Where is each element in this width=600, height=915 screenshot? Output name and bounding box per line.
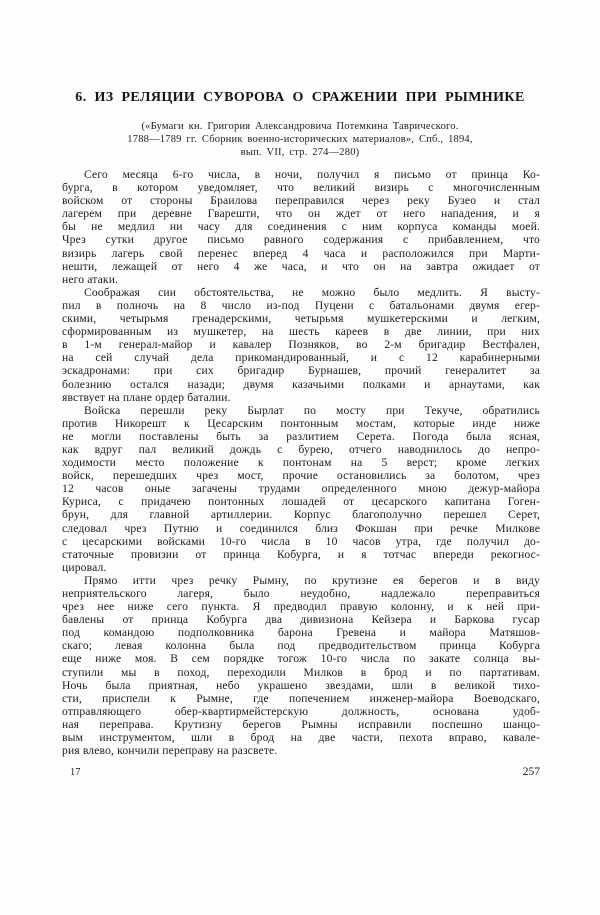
body-text [62, 168, 540, 757]
text-line: Куриса, с придачею понтонных лошадей от цесарского капитана Гоген- [62, 495, 540, 509]
text-line: не могли поставлены быть за разлитием Серета. Погода была ясная, [62, 429, 540, 443]
text-line: в 1-м генерал-майор и кавалер Позняков, во 2-м бригадир Вестфален, [62, 338, 540, 352]
citation-line: 1788—1789 гг. Сборник военно-исторических материалов», Спб., 1894, [127, 134, 473, 145]
paragraph [62, 168, 540, 286]
text-line: лагерем при деревне Гварешти, что он ждет от него нападения, и я [62, 207, 540, 221]
text-line: нешти, лежащей от него 4 же часа, и что он на завтра ожидает от [62, 259, 540, 273]
source-citation [85, 120, 515, 159]
text-line: сформированным из мушкетер, на шесть кареев в две линии, при них [62, 325, 540, 339]
text-line: отправляющего обер-квартирмейстерскую должность, основана удоб- [62, 704, 540, 718]
text-line: Соображая сии обстоятельства, не можно было медлить. Я высту- [84, 285, 540, 299]
citation-line: вып. VII, стр. 274—280) [240, 147, 360, 158]
text-line: Войска перешли реку Бырлат по мосту при Текуче, обратились [84, 403, 540, 417]
signature-number: 17 [70, 767, 81, 779]
text-line: пил в полночь на 8 число из-под Пуцени с батальонами двумя егер- [62, 298, 540, 312]
text-line: брун, для главной артиллерии. Корпус благополучно перешел Серет, [62, 508, 540, 522]
section-title: 6. ИЗ РЕЛЯЦИИ СУВОРОВА О СРАЖЕНИИ ПРИ РЫМНИКЕ [75, 90, 525, 105]
text-line: войском от стороны Браилова переправился через реку Бузео и стал [62, 194, 540, 208]
text-line: визирь лагерь свой перенес вперед 4 часа и расположился при Марти- [62, 246, 540, 260]
text-line: Чрез сутки другое письмо равного содержания с прибавлением, что [62, 233, 540, 247]
citation-line: («Бумаги кн. Григория Александровича Потемкина Таврического. [141, 121, 459, 132]
text-line: вым инструментом, шли в брод на две части, пехота вправо, кавале- [62, 731, 540, 745]
text-line: ходимости место положение к понтонам на 5 верст; кроме легких [62, 456, 540, 470]
text-line: еще ниже моя. В сем порядке тогож 10-го числа по закате солнца вы- [62, 652, 540, 666]
text-line: чрез нее ниже сего пункта. Я предводил правую колонну, и к ней при- [62, 600, 540, 614]
page-number: 257 [522, 766, 540, 779]
text-line: с цесарскими войсками 10-го числа в 10 часов утра, где получил до- [62, 534, 540, 548]
text-line: статочные провизии от принца Кобурга, и я тотчас впереди рекогнос- [62, 547, 540, 561]
text-line: войск, перешедших чрез мост, прочие остановились за болотом, чрез [62, 469, 540, 483]
text-line: как вдруг пал великий дождь с бурею, отчего наводнилось до непро- [62, 442, 540, 456]
text-line: скаго; левая колонна была под предводительством принца Кобурга [62, 639, 540, 653]
text-line: Прямо итти чрез речку Рымну, по крутизне ея берегов и в виду [84, 573, 540, 587]
text-line: рия влево, кончили переправу на разсвете. [62, 744, 278, 758]
text-line: Сего месяца 6-го числа, в ночи, получил я письмо от принца Ко- [84, 168, 540, 181]
text-line: эскадронами: при сих бригадир Бурнашев, прочий генералитет за [62, 364, 540, 378]
text-line: болезнию остался назади; двумя казачьими полками и арнаутами, как [62, 377, 540, 391]
text-line: под командою подполковника барона Гревена и майора Матяшов- [62, 626, 540, 640]
paragraph [62, 404, 540, 574]
text-line: скими, четырьмя гренадерскими, четырьмя мушкетерскими и легким, [62, 312, 540, 326]
text-line: ная переправа. Крутизну берегов Рымны исправили поспешно шанцо- [62, 717, 540, 731]
text-line: бурга, в котором уведомляет, что великий визирь с многочисленным [62, 181, 540, 195]
text-line: 12 часов оные загачены трудами определенного мною дежур-майора [62, 482, 540, 496]
text-line: на сей случай дела прикомандированный, и с 12 карабинерными [62, 351, 540, 365]
paragraph [62, 574, 540, 757]
text-line: него атаки. [62, 272, 119, 286]
text-line: явствует на плане ордер баталии. [62, 390, 231, 404]
text-line: неприятельского лагеря, было неудобно, надлежало переправиться [62, 587, 540, 600]
text-line: цировал. [62, 560, 107, 574]
text-line: бавлены от принца Кобурга два дивизиона Кейзера и Баркова гусар [62, 613, 540, 627]
text-line: ступили мы в поход, переходили Милков в брод и по партативам. [62, 665, 540, 679]
page-footer [62, 766, 540, 778]
text-line: Ночь была приятная, небо украшено звездами, шли в великой тихо- [62, 678, 540, 692]
text-line: сти, приспели к Рымне, где попечением инженер-майора Воеводскаго, [62, 691, 540, 705]
text-line: бы не медлил ни часу для соединения с ним корпуса команды моей. [62, 220, 540, 234]
paragraph [62, 286, 540, 404]
text-line: следовал чрез Путню и соединился близ Фокшан при речке Милкове [62, 521, 540, 535]
text-line: против Никорешт к Цесарским понтонным мостам, которые инде ниже [62, 416, 540, 430]
